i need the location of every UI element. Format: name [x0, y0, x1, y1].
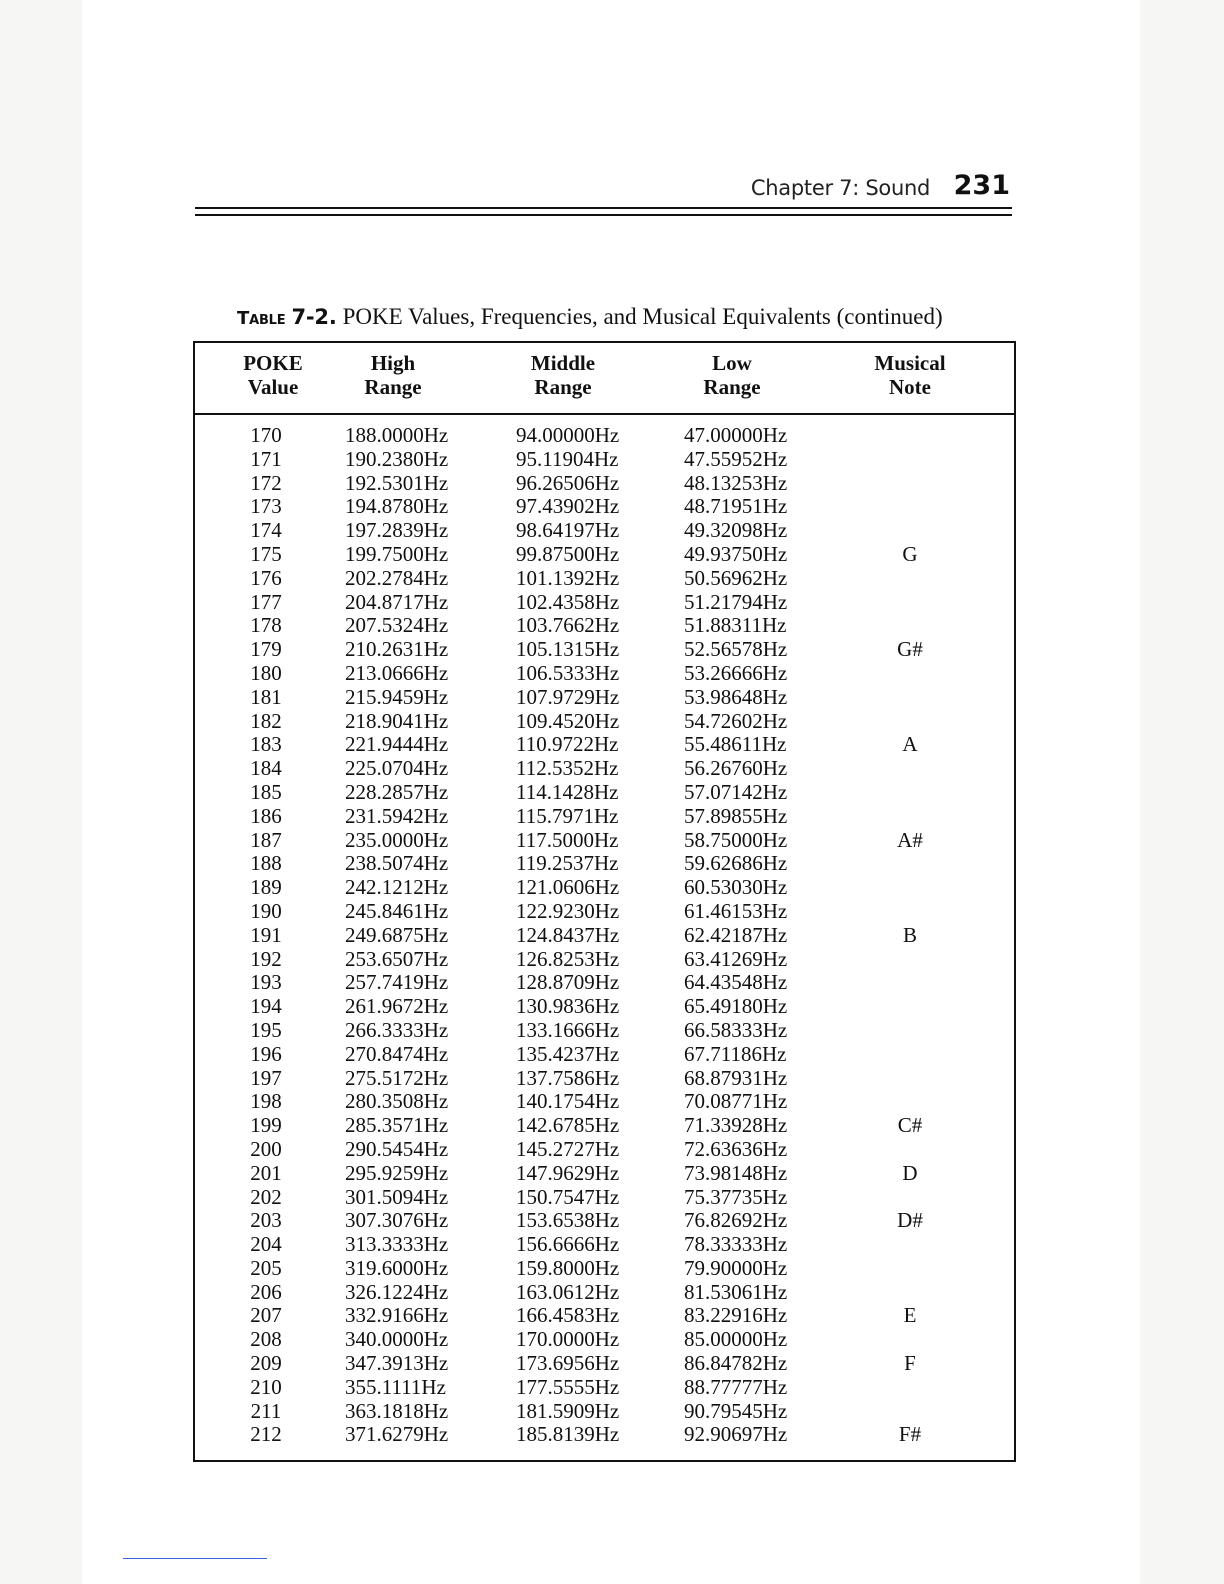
poke-value-cell: 184: [250, 756, 282, 781]
poke-value-cell: 177: [250, 589, 282, 614]
high-range-cell: 213.0666Hz: [345, 660, 449, 685]
high-range-cell: 215.9459Hz: [345, 684, 449, 709]
musical-note-cell: E: [903, 1303, 917, 1328]
musical-note-cell: B: [902, 922, 917, 947]
table-row: [195, 495, 1014, 519]
middle-range-cell: 181.5909Hz: [516, 1398, 620, 1423]
high-range-cell: 313.3333Hz: [345, 1232, 449, 1257]
poke-value-cell: 183: [250, 732, 282, 757]
table-row: [195, 1281, 1014, 1305]
low-range-cell: 78.33333Hz: [684, 1232, 788, 1257]
header-line: POKE: [243, 351, 303, 375]
low-range-cell: 64.43548Hz: [684, 970, 788, 995]
low-range-cell: 81.53061Hz: [684, 1279, 788, 1304]
table-row: [195, 805, 1014, 829]
poke-value-cell: 170: [250, 423, 282, 447]
poke-value-cell: 180: [250, 660, 282, 685]
low-range-cell: 53.26666Hz: [684, 660, 788, 685]
poke-value-cell: 173: [250, 494, 282, 519]
table-row: [195, 829, 1014, 853]
poke-value-cell: 210: [250, 1374, 282, 1399]
poke-value-cell: 186: [250, 803, 282, 828]
high-range-cell: 253.6507Hz: [345, 946, 449, 971]
poke-value-cell: 178: [250, 613, 282, 638]
poke-value-cell: 203: [250, 1208, 282, 1233]
low-range-cell: 68.87931Hz: [684, 1065, 788, 1090]
middle-range-cell: 145.2727Hz: [516, 1136, 620, 1161]
table-row: [195, 710, 1014, 734]
poke-value-cell: 188: [250, 851, 282, 876]
low-range-cell: 53.98648Hz: [684, 684, 788, 709]
table-row: [195, 852, 1014, 876]
poke-value-cell: 187: [250, 827, 282, 852]
low-range-cell: 63.41269Hz: [684, 946, 788, 971]
table-row: [195, 948, 1014, 972]
header-line: Range: [703, 375, 761, 399]
table-row: [195, 472, 1014, 496]
poke-value-cell: 207: [250, 1303, 282, 1328]
table-label: [237, 305, 337, 329]
high-range-cell: 221.9444Hz: [345, 732, 449, 757]
high-range-cell: 326.1224Hz: [345, 1279, 449, 1304]
table-row: [195, 567, 1014, 591]
poke-value-cell: 185: [250, 779, 282, 804]
low-range-cell: 73.98148Hz: [684, 1160, 788, 1185]
table-row: [195, 1257, 1014, 1281]
high-range-cell: 363.1818Hz: [345, 1398, 449, 1423]
musical-note-cell: F#: [898, 1422, 922, 1447]
poke-value-cell: 189: [250, 875, 282, 900]
middle-range-cell: 166.4583Hz: [516, 1303, 620, 1328]
middle-range-cell: 185.8139Hz: [516, 1422, 620, 1447]
table-caption: [237, 304, 1017, 336]
table-row: [195, 1138, 1014, 1162]
middle-range-cell: 128.8709Hz: [516, 970, 620, 995]
middle-range-cell: 135.4237Hz: [516, 1041, 620, 1066]
table-row: [195, 1352, 1014, 1376]
high-range-cell: 188.0000Hz: [345, 423, 449, 447]
middle-range-cell: 112.5352Hz: [516, 756, 619, 781]
middle-range-cell: 115.7971Hz: [516, 803, 619, 828]
high-range-cell: 225.0704Hz: [345, 756, 449, 781]
low-range-cell: 59.62686Hz: [684, 851, 788, 876]
table-row: [195, 543, 1014, 567]
low-range-cell: 54.72602Hz: [684, 708, 788, 733]
middle-range-cell: 119.2537Hz: [516, 851, 619, 876]
table-row: [195, 1304, 1014, 1328]
table-row: [195, 971, 1014, 995]
poke-value-cell: 171: [250, 446, 282, 471]
low-range-cell: 51.88311Hz: [684, 613, 787, 638]
poke-value-cell: 199: [250, 1113, 282, 1138]
middle-range-cell: 98.64197Hz: [516, 518, 620, 543]
middle-range-cell: 130.9836Hz: [516, 994, 620, 1019]
frequency-table: [193, 341, 1016, 1462]
low-range-cell: 58.75000Hz: [684, 827, 788, 852]
low-range-cell: 49.93750Hz: [684, 541, 788, 566]
middle-range-cell: 156.6666Hz: [516, 1232, 620, 1257]
low-range-cell: 47.55952Hz: [684, 446, 788, 471]
middle-range-cell: 96.26506Hz: [516, 470, 620, 495]
low-range-cell: 47.00000Hz: [684, 423, 788, 447]
middle-range-cell: 137.7586Hz: [516, 1065, 620, 1090]
header-middle-range: [521, 351, 605, 399]
table-body: [195, 424, 1014, 1447]
high-range-cell: 285.3571Hz: [345, 1113, 449, 1138]
high-range-cell: 301.5094Hz: [345, 1184, 449, 1209]
low-range-cell: 66.58333Hz: [684, 1017, 788, 1042]
high-range-cell: 280.3508Hz: [345, 1089, 449, 1114]
poke-value-cell: 190: [250, 898, 282, 923]
high-range-cell: 190.2380Hz: [345, 446, 449, 471]
low-range-cell: 52.56578Hz: [684, 637, 788, 662]
high-range-cell: 245.8461Hz: [345, 898, 449, 923]
page-number: 231: [953, 170, 1010, 201]
middle-range-cell: 133.1666Hz: [516, 1017, 620, 1042]
poke-value-cell: 198: [250, 1089, 282, 1114]
poke-value-cell: 206: [250, 1279, 282, 1304]
high-range-cell: 204.8717Hz: [345, 589, 449, 614]
table-row: [195, 424, 1014, 448]
poke-value-cell: 191: [250, 922, 282, 947]
middle-range-cell: 97.43902Hz: [516, 494, 620, 519]
header-line: Middle: [530, 351, 596, 375]
header-line: Value: [247, 375, 299, 399]
poke-value-cell: 181: [250, 684, 282, 709]
header-line: High: [370, 351, 416, 375]
poke-value-cell: 204: [250, 1232, 282, 1257]
table-row: [195, 1233, 1014, 1257]
table-row: [195, 1114, 1014, 1138]
table-row: [195, 995, 1014, 1019]
poke-value-cell: 205: [250, 1255, 282, 1280]
header-line: Note: [889, 375, 931, 399]
poke-value-cell: 196: [250, 1041, 282, 1066]
table-row: [195, 781, 1014, 805]
high-range-cell: 347.3913Hz: [345, 1351, 449, 1376]
header-line: Low: [712, 351, 752, 375]
table-row: [195, 614, 1014, 638]
header-musical-note: [862, 351, 958, 399]
poke-value-cell: 195: [250, 1017, 282, 1042]
poke-value-cell: 200: [250, 1136, 282, 1161]
table-row: [195, 448, 1014, 472]
middle-range-cell: 142.6785Hz: [516, 1113, 620, 1138]
poke-value-cell: 212: [250, 1422, 282, 1447]
table-label-number: 7-2.: [291, 305, 337, 329]
high-range-cell: 249.6875Hz: [345, 922, 449, 947]
middle-range-cell: 153.6538Hz: [516, 1208, 620, 1233]
high-range-cell: 210.2631Hz: [345, 637, 449, 662]
low-range-cell: 83.22916Hz: [684, 1303, 788, 1328]
high-range-cell: 270.8474Hz: [345, 1041, 449, 1066]
low-range-cell: 60.53030Hz: [684, 875, 788, 900]
low-range-cell: 57.89855Hz: [684, 803, 788, 828]
header-low-range: [692, 351, 772, 399]
middle-range-cell: 110.9722Hz: [516, 732, 619, 757]
middle-range-cell: 114.1428Hz: [516, 779, 619, 804]
table-row: [195, 900, 1014, 924]
table-row: [195, 876, 1014, 900]
high-range-cell: 218.9041Hz: [345, 708, 449, 733]
poke-value-cell: 182: [250, 708, 282, 733]
middle-range-cell: 163.0612Hz: [516, 1279, 620, 1304]
poke-value-cell: 208: [250, 1327, 282, 1352]
table-row: [195, 1186, 1014, 1210]
table-label-word: Table: [237, 308, 286, 329]
low-range-cell: 92.90697Hz: [684, 1422, 788, 1447]
table-row: [195, 1162, 1014, 1186]
low-range-cell: 50.56962Hz: [684, 565, 788, 590]
table-row: [195, 757, 1014, 781]
header-line: Range: [364, 375, 422, 399]
low-range-cell: 70.08771Hz: [684, 1089, 788, 1114]
poke-value-cell: 175: [250, 541, 282, 566]
high-range-cell: 295.9259Hz: [345, 1160, 449, 1185]
middle-range-cell: 147.9629Hz: [516, 1160, 620, 1185]
poke-value-cell: 174: [250, 518, 282, 543]
musical-note-cell: D: [902, 1160, 918, 1185]
table-row: [195, 924, 1014, 948]
middle-range-cell: 109.4520Hz: [516, 708, 620, 733]
running-head: [195, 170, 1012, 204]
high-range-cell: 261.9672Hz: [345, 994, 449, 1019]
middle-range-cell: 124.8437Hz: [516, 922, 620, 947]
high-range-cell: 202.2784Hz: [345, 565, 449, 590]
low-range-cell: 55.48611Hz: [684, 732, 787, 757]
table-header: [195, 343, 1014, 415]
low-range-cell: 56.26760Hz: [684, 756, 788, 781]
high-range-cell: 199.7500Hz: [345, 541, 449, 566]
table-row: [195, 1400, 1014, 1424]
poke-value-cell: 197: [250, 1065, 282, 1090]
header-high-range: [353, 351, 433, 399]
musical-note-cell: G: [902, 541, 918, 566]
high-range-cell: 340.0000Hz: [345, 1327, 449, 1352]
poke-value-cell: 202: [250, 1184, 282, 1209]
middle-range-cell: 103.7662Hz: [516, 613, 620, 638]
low-range-cell: 71.33928Hz: [684, 1113, 788, 1138]
header-line: Musical: [874, 351, 946, 375]
table-row: [195, 591, 1014, 615]
high-range-cell: 242.1212Hz: [345, 875, 449, 900]
table-row: [195, 1328, 1014, 1352]
low-range-cell: 51.21794Hz: [684, 589, 788, 614]
low-range-cell: 79.90000Hz: [684, 1255, 788, 1280]
middle-range-cell: 102.4358Hz: [516, 589, 620, 614]
high-range-cell: 197.2839Hz: [345, 518, 449, 543]
low-range-cell: 48.71951Hz: [684, 494, 788, 519]
poke-value-cell: 176: [250, 565, 282, 590]
table-row: [195, 1423, 1014, 1447]
low-range-cell: 49.32098Hz: [684, 518, 788, 543]
middle-range-cell: 106.5333Hz: [516, 660, 620, 685]
low-range-cell: 67.71186Hz: [684, 1041, 787, 1066]
musical-note-cell: A: [902, 732, 918, 757]
poke-value-cell: 192: [250, 946, 282, 971]
table-row: [195, 1376, 1014, 1400]
table-row: [195, 638, 1014, 662]
high-range-cell: 319.6000Hz: [345, 1255, 449, 1280]
high-range-cell: 332.9166Hz: [345, 1303, 449, 1328]
low-range-cell: 72.63636Hz: [684, 1136, 788, 1161]
low-range-cell: 86.84782Hz: [684, 1351, 788, 1376]
middle-range-cell: 105.1315Hz: [516, 637, 620, 662]
middle-range-cell: 101.1392Hz: [516, 565, 620, 590]
table-row: [195, 662, 1014, 686]
table-title: POKE Values, Frequencies, and Musical Equivalents (continued): [342, 304, 943, 329]
poke-value-cell: 211: [250, 1398, 282, 1423]
high-range-cell: 307.3076Hz: [345, 1208, 449, 1233]
header-rule-bottom: [195, 214, 1012, 216]
low-range-cell: 76.82692Hz: [684, 1208, 788, 1233]
low-range-cell: 61.46153Hz: [684, 898, 788, 923]
high-range-cell: 192.5301Hz: [345, 470, 449, 495]
low-range-cell: 48.13253Hz: [684, 470, 788, 495]
footer-line: [123, 1558, 267, 1559]
low-range-cell: 62.42187Hz: [684, 922, 788, 947]
middle-range-cell: 150.7547Hz: [516, 1184, 620, 1209]
middle-range-cell: 170.0000Hz: [516, 1327, 620, 1352]
table-row: [195, 519, 1014, 543]
header-rule-top: [195, 207, 1012, 209]
low-range-cell: 88.77777Hz: [684, 1374, 788, 1399]
poke-value-cell: 194: [250, 994, 282, 1019]
poke-value-cell: 179: [250, 637, 282, 662]
poke-value-cell: 193: [250, 970, 282, 995]
high-range-cell: 231.5942Hz: [345, 803, 449, 828]
high-range-cell: 238.5074Hz: [345, 851, 449, 876]
low-range-cell: 65.49180Hz: [684, 994, 788, 1019]
high-range-cell: 207.5324Hz: [345, 613, 449, 638]
middle-range-cell: 117.5000Hz: [516, 827, 619, 852]
header-poke-value: [238, 351, 308, 399]
middle-range-cell: 95.11904Hz: [516, 446, 619, 471]
low-range-cell: 90.79545Hz: [684, 1398, 788, 1423]
table-row: [195, 1090, 1014, 1114]
musical-note-cell: A#: [897, 827, 923, 852]
table-row: [195, 733, 1014, 757]
middle-range-cell: 140.1754Hz: [516, 1089, 620, 1114]
table-row: [195, 1043, 1014, 1067]
poke-value-cell: 209: [250, 1351, 282, 1376]
high-range-cell: 257.7419Hz: [345, 970, 449, 995]
poke-value-cell: 172: [250, 470, 282, 495]
high-range-cell: 371.6279Hz: [345, 1422, 449, 1447]
high-range-cell: 266.3333Hz: [345, 1017, 449, 1042]
middle-range-cell: 173.6956Hz: [516, 1351, 620, 1376]
poke-value-cell: 201: [250, 1160, 282, 1185]
high-range-cell: 355.1111Hz: [345, 1374, 446, 1399]
low-range-cell: 57.07142Hz: [684, 779, 788, 804]
middle-range-cell: 94.00000Hz: [516, 423, 620, 447]
header-line: Range: [534, 375, 592, 399]
middle-range-cell: 122.9230Hz: [516, 898, 620, 923]
chapter-title: Chapter 7: Sound: [750, 176, 930, 200]
middle-range-cell: 107.9729Hz: [516, 684, 620, 709]
middle-range-cell: 159.8000Hz: [516, 1255, 620, 1280]
table-row: [195, 686, 1014, 710]
middle-range-cell: 177.5555Hz: [516, 1374, 620, 1399]
middle-range-cell: 99.87500Hz: [516, 541, 620, 566]
table-row: [195, 1019, 1014, 1043]
musical-note-cell: C#: [897, 1113, 923, 1138]
high-range-cell: 194.8780Hz: [345, 494, 449, 519]
table-row: [195, 1209, 1014, 1233]
table-row: [195, 1067, 1014, 1091]
low-range-cell: 75.37735Hz: [684, 1184, 788, 1209]
high-range-cell: 275.5172Hz: [345, 1065, 449, 1090]
musical-note-cell: G#: [897, 637, 923, 662]
middle-range-cell: 121.0606Hz: [516, 875, 620, 900]
musical-note-cell: F: [904, 1351, 916, 1376]
musical-note-cell: D#: [897, 1208, 923, 1233]
high-range-cell: 235.0000Hz: [345, 827, 449, 852]
low-range-cell: 85.00000Hz: [684, 1327, 788, 1352]
high-range-cell: 228.2857Hz: [345, 779, 449, 804]
middle-range-cell: 126.8253Hz: [516, 946, 620, 971]
high-range-cell: 290.5454Hz: [345, 1136, 449, 1161]
